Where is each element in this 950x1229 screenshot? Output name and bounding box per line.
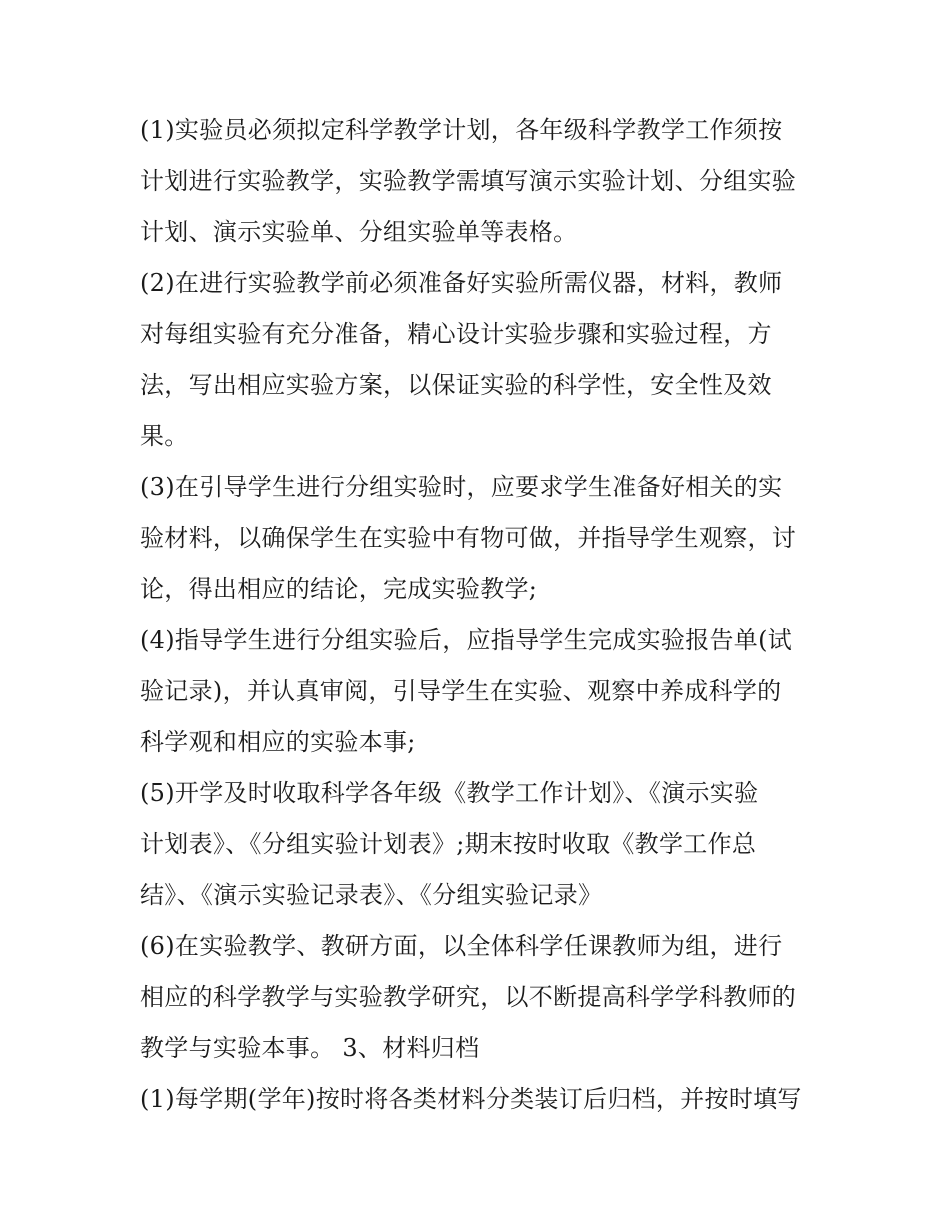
text-line: (5)开学及时收取科学各年级《教学工作计划》、《演示实验 xyxy=(140,779,759,807)
text-line: 论，得出相应的结论，完成实验教学; xyxy=(140,575,538,603)
text-line: 果。 xyxy=(140,422,189,450)
text-line: (4)指导学生进行分组实验后，应指导学生完成实验报告单(试 xyxy=(140,626,793,654)
text-line: (3)在引导学生进行分组实验时，应要求学生准备好相关的实 xyxy=(140,473,783,501)
text-line: (1)实验员必须拟定科学教学计划，各年级科学教学工作须按 xyxy=(140,116,783,144)
text-line: 验记录)，并认真审阅，引导学生在实验、观察中养成科学的 xyxy=(140,677,782,705)
document-body xyxy=(140,105,820,1125)
text-line: 教学与实验本事。 3、材料归档 xyxy=(140,1034,480,1062)
text-line: 计划、演示实验单、分组实验单等表格。 xyxy=(140,218,578,246)
text-line: 对每组实验有充分准备，精心设计实验步骤和实验过程，方 xyxy=(140,320,772,348)
text-line: (6)在实验教学、教研方面，以全体科学任课教师为组，进行 xyxy=(140,932,783,960)
text-line: 法，写出相应实验方案，以保证实验的科学性，安全性及效 xyxy=(140,371,772,399)
text-line: 计划表》、《分组实验计划表》;期末按时收取《教学工作总 xyxy=(140,830,757,858)
text-line: 相应的科学教学与实验教学研究，以不断提高科学学科教师的 xyxy=(140,983,797,1011)
text-line: 科学观和相应的实验本事; xyxy=(140,728,416,756)
text-line: 验材料，以确保学生在实验中有物可做，并指导学生观察，讨 xyxy=(140,524,797,552)
text-line: 计划进行实验教学，实验教学需填写演示实验计划、分组实验 xyxy=(140,167,797,195)
text-line: 结》、《演示实验记录表》、《分组实验记录》 xyxy=(140,881,603,909)
text-line: (2)在进行实验教学前必须准备好实验所需仪器，材料，教师 xyxy=(140,269,783,297)
text-line: (1)每学期(学年)按时将各类材料分类装订后归档，并按时填写 xyxy=(140,1085,802,1113)
